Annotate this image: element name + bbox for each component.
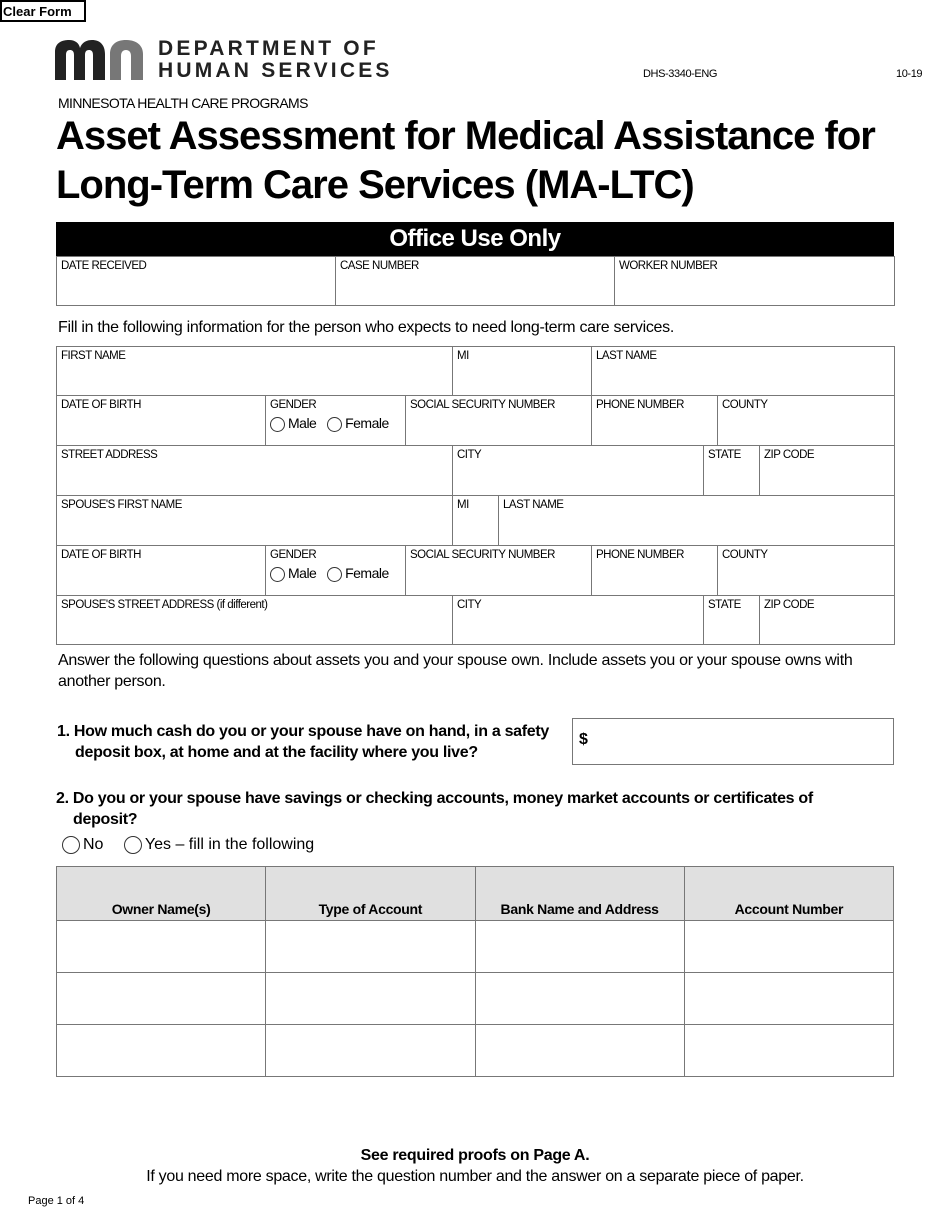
- bank-name-header: Bank Name and Address: [475, 867, 684, 921]
- street-address-field[interactable]: [57, 446, 453, 496]
- state-label: STATE: [708, 449, 741, 461]
- spouse-city-label: CITY: [457, 599, 482, 611]
- q2-no-label: No: [83, 836, 104, 854]
- question-1-line1: 1. How much cash do you or your spouse have on hand, in a safety: [57, 723, 550, 740]
- dhs-logo-icon: [55, 40, 145, 80]
- phone-field[interactable]: [592, 396, 718, 446]
- gender-female-option[interactable]: [327, 415, 389, 431]
- question-1-line2: deposit box, at home and at the facility where you live?: [75, 744, 478, 761]
- spouse-dob-label: DATE OF BIRTH: [61, 549, 141, 561]
- currency-symbol: $: [579, 731, 588, 748]
- dob-field[interactable]: [57, 396, 266, 446]
- spouse-phone-field[interactable]: [592, 546, 718, 596]
- gender-field: [266, 396, 406, 446]
- gender-male-option[interactable]: [270, 415, 316, 431]
- state-field[interactable]: [704, 446, 760, 496]
- office-use-header: Office Use Only: [56, 222, 894, 256]
- worker-number-label: WORKER NUMBER: [619, 260, 718, 272]
- q2-yes-label: Yes – fill in the following: [144, 836, 315, 854]
- spouse-gender-female-option[interactable]: [327, 565, 389, 581]
- office-use-table: [56, 256, 895, 306]
- question-2-line1: 2. Do you or your spouse have savings or checking accounts, money market accounts or certificates of: [56, 790, 813, 807]
- bank-name-cell[interactable]: [475, 921, 684, 973]
- applicant-details-table: [56, 395, 895, 446]
- accounts-table: [56, 866, 894, 1077]
- date-received-label: DATE RECEIVED: [61, 260, 147, 272]
- title-line1: Asset Assessment for Medical Assistance for: [56, 114, 875, 158]
- spouse-first-name-field[interactable]: [57, 496, 453, 546]
- page-number: Page 1 of 4: [28, 1195, 85, 1207]
- street-address-label: STREET ADDRESS: [61, 449, 158, 461]
- owner-name-cell[interactable]: [57, 1025, 266, 1077]
- spouse-phone-label: PHONE NUMBER: [596, 549, 684, 561]
- male-radio[interactable]: [270, 417, 285, 432]
- first-name-field[interactable]: [57, 347, 453, 396]
- spouse-mi-field[interactable]: [453, 496, 499, 546]
- dept-line2: HUMAN SERVICES: [158, 59, 393, 82]
- account-type-header: Type of Account: [266, 867, 475, 921]
- case-number-field[interactable]: [336, 257, 615, 306]
- table-row: [57, 1025, 894, 1077]
- space-note: If you need more space, write the question number and the answer on a separate piece of paper.: [146, 1168, 804, 1185]
- assets-intro: [58, 650, 938, 692]
- spouse-female-radio[interactable]: [327, 567, 342, 582]
- question-2-options: [62, 836, 314, 854]
- gender-label: GENDER: [270, 399, 317, 411]
- bank-name-cell[interactable]: [475, 973, 684, 1025]
- table-row: [57, 973, 894, 1025]
- spouse-street-address-label: SPOUSE'S STREET ADDRESS (if different): [61, 599, 268, 611]
- spouse-first-name-label: SPOUSE'S FIRST NAME: [61, 499, 182, 511]
- intro-text: Fill in the following information for the person who expects to need long-term care services.: [58, 319, 674, 336]
- owner-name-cell[interactable]: [57, 973, 266, 1025]
- female-label: Female: [345, 415, 389, 431]
- zip-label: ZIP CODE: [764, 449, 815, 461]
- spouse-female-label: Female: [345, 565, 389, 581]
- q2-yes-option[interactable]: [124, 836, 314, 853]
- question-1: [57, 721, 567, 763]
- mi-label: MI: [457, 350, 469, 362]
- case-number-label: CASE NUMBER: [340, 260, 419, 272]
- spouse-county-field[interactable]: [718, 546, 895, 596]
- spouse-mi-label: MI: [457, 499, 469, 511]
- account-number-cell[interactable]: [684, 1025, 893, 1077]
- spouse-ssn-field[interactable]: [406, 546, 592, 596]
- owner-name-header: Owner Name(s): [57, 867, 266, 921]
- applicant-address-table: [56, 445, 895, 496]
- account-number-header: Account Number: [684, 867, 893, 921]
- ssn-label: SOCIAL SECURITY NUMBER: [410, 399, 555, 411]
- account-number-cell[interactable]: [684, 921, 893, 973]
- table-row: [57, 921, 894, 973]
- form-date: 10-19: [896, 68, 923, 80]
- bank-name-cell[interactable]: [475, 1025, 684, 1077]
- spouse-last-name-field[interactable]: [499, 496, 895, 546]
- spouse-details-table: [56, 545, 895, 596]
- spouse-ssn-label: SOCIAL SECURITY NUMBER: [410, 549, 555, 561]
- spouse-name-table: [56, 495, 895, 546]
- account-type-cell[interactable]: [266, 1025, 475, 1077]
- last-name-label: LAST NAME: [596, 350, 657, 362]
- spouse-gender-field: [266, 546, 406, 596]
- first-name-label: FIRST NAME: [61, 350, 126, 362]
- date-received-field[interactable]: [57, 257, 336, 306]
- question-2: [56, 788, 936, 830]
- question-2-line2: deposit?: [73, 811, 138, 828]
- city-field[interactable]: [453, 446, 704, 496]
- ssn-field[interactable]: [406, 396, 592, 446]
- program-name: MINNESOTA HEALTH CARE PROGRAMS: [58, 95, 308, 111]
- assets-intro-line2: another person.: [58, 673, 166, 690]
- dob-label: DATE OF BIRTH: [61, 399, 141, 411]
- dept-line1: DEPARTMENT OF: [158, 37, 379, 60]
- female-radio[interactable]: [327, 417, 342, 432]
- account-type-cell[interactable]: [266, 973, 475, 1025]
- worker-number-field[interactable]: [615, 257, 895, 306]
- assets-intro-line1: Answer the following questions about assets you and your spouse own. Include assets you or your spouse owns with: [58, 652, 853, 669]
- q2-no-radio[interactable]: [62, 836, 80, 854]
- spouse-street-address-field[interactable]: [57, 596, 453, 645]
- spouse-male-label: Male: [288, 565, 317, 581]
- spouse-gender-label: GENDER: [270, 549, 317, 561]
- account-number-cell[interactable]: [684, 973, 893, 1025]
- zip-field[interactable]: [760, 446, 895, 496]
- spouse-state-label: STATE: [708, 599, 741, 611]
- clear-form-button[interactable]: Clear Form: [0, 0, 86, 22]
- county-field[interactable]: [718, 396, 895, 446]
- county-label: COUNTY: [722, 399, 768, 411]
- last-name-field[interactable]: [592, 347, 895, 396]
- city-label: CITY: [457, 449, 482, 461]
- form-code: DHS-3340-ENG: [643, 68, 718, 80]
- male-label: Male: [288, 415, 317, 431]
- spouse-city-field[interactable]: [453, 596, 704, 645]
- spouse-state-field[interactable]: [704, 596, 760, 645]
- owner-name-cell[interactable]: [57, 921, 266, 973]
- title-line2: Long-Term Care Services (MA-LTC): [56, 163, 694, 207]
- spouse-zip-field[interactable]: [760, 596, 895, 645]
- spouse-county-label: COUNTY: [722, 549, 768, 561]
- mi-field[interactable]: [453, 347, 592, 396]
- spouse-gender-male-option[interactable]: [270, 565, 316, 581]
- account-type-cell[interactable]: [266, 921, 475, 973]
- page-title: [56, 112, 926, 210]
- spouse-address-table: [56, 595, 895, 645]
- q2-yes-radio[interactable]: [124, 836, 142, 854]
- phone-label: PHONE NUMBER: [596, 399, 684, 411]
- spouse-last-name-label: LAST NAME: [503, 499, 564, 511]
- spouse-dob-field[interactable]: [57, 546, 266, 596]
- applicant-table: [56, 346, 895, 396]
- q2-no-option[interactable]: [62, 836, 103, 853]
- cash-amount-input[interactable]: [572, 718, 894, 765]
- spouse-male-radio[interactable]: [270, 567, 285, 582]
- proofs-note: See required proofs on Page A.: [360, 1147, 590, 1164]
- spouse-zip-label: ZIP CODE: [764, 599, 815, 611]
- department-name: [158, 38, 393, 82]
